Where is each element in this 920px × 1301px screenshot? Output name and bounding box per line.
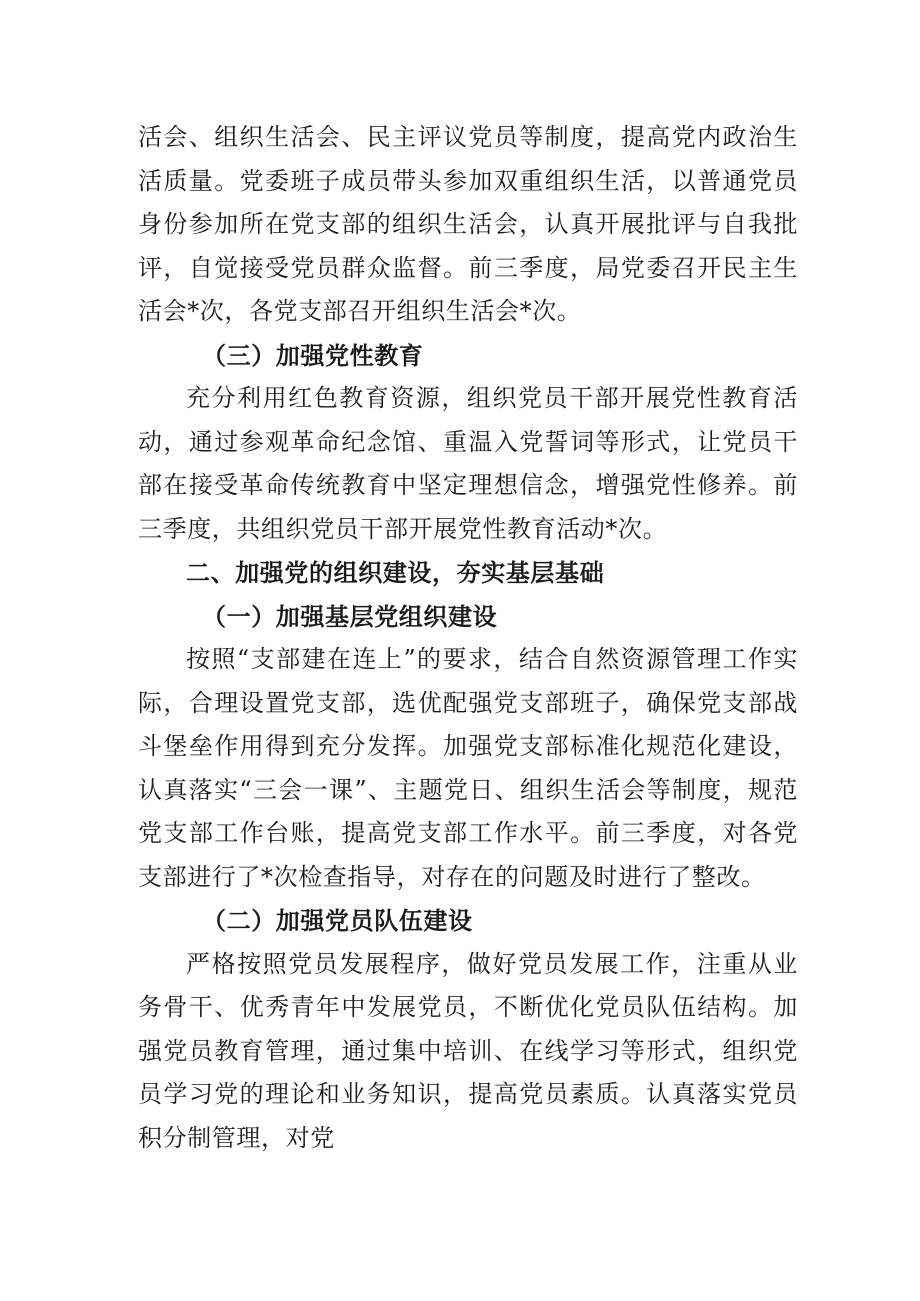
paragraph-democratic-life: 活会、组织生活会、民主评议党员等制度，提高党内政治生活质量。党委班子成员带头参加双重组织生活，以普通党员身份参加所在党支部的组织生活会，认真开展批评与自我批评，自觉接受党员群众监督。前三季度，局党委召开民主生活会*次，各党支部召开组织生活会*次。	[138, 123, 798, 325]
document-body	[138, 116, 798, 1160]
heading-party-spirit-education: （三）加强党性教育	[202, 340, 424, 370]
section-heading-organization-building: 二、加强党的组织建设，夯实基层基础	[186, 558, 605, 587]
heading-member-team-building: （二）加强党员队伍建设	[202, 906, 473, 935]
heading-grassroots-organization: （一）加强基层党组织建设	[202, 601, 498, 631]
paragraph-member-team-building: 严格按照党员发展程序，做好党员发展工作，注重从业务骨干、优秀青年中发展党员，不断优化党员队伍结构。加强党员教育管理，通过集中培训、在线学习等形式，组织党员学习党的理论和业务知识，提高党员素质。认真落实党员积分制管理，对党	[138, 949, 798, 1152]
paragraph-grassroots-organization: 按照“支部建在连上”的要求，结合自然资源管理工作实际，合理设置党支部，选优配强党支部班子，确保党支部战斗堡垒作用得到充分发挥。加强党支部标准化规范化建设，认真落实“三会一课”、主题党日、组织生活会等制度，规范党支部工作台账，提高党支部工作水平。前三季度，对各党支部进行了*次检查指导，对存在的问题及时进行了整改。	[138, 645, 798, 891]
paragraph-party-spirit-education: 充分利用红色教育资源，组织党员干部开展党性教育活动，通过参观革命纪念馆、重温入党誓词等形式，让党员干部在接受革命传统教育中坚定理想信念，增强党性修养。前三季度，共组织党员干部开展党性教育活动*次。	[138, 384, 798, 543]
